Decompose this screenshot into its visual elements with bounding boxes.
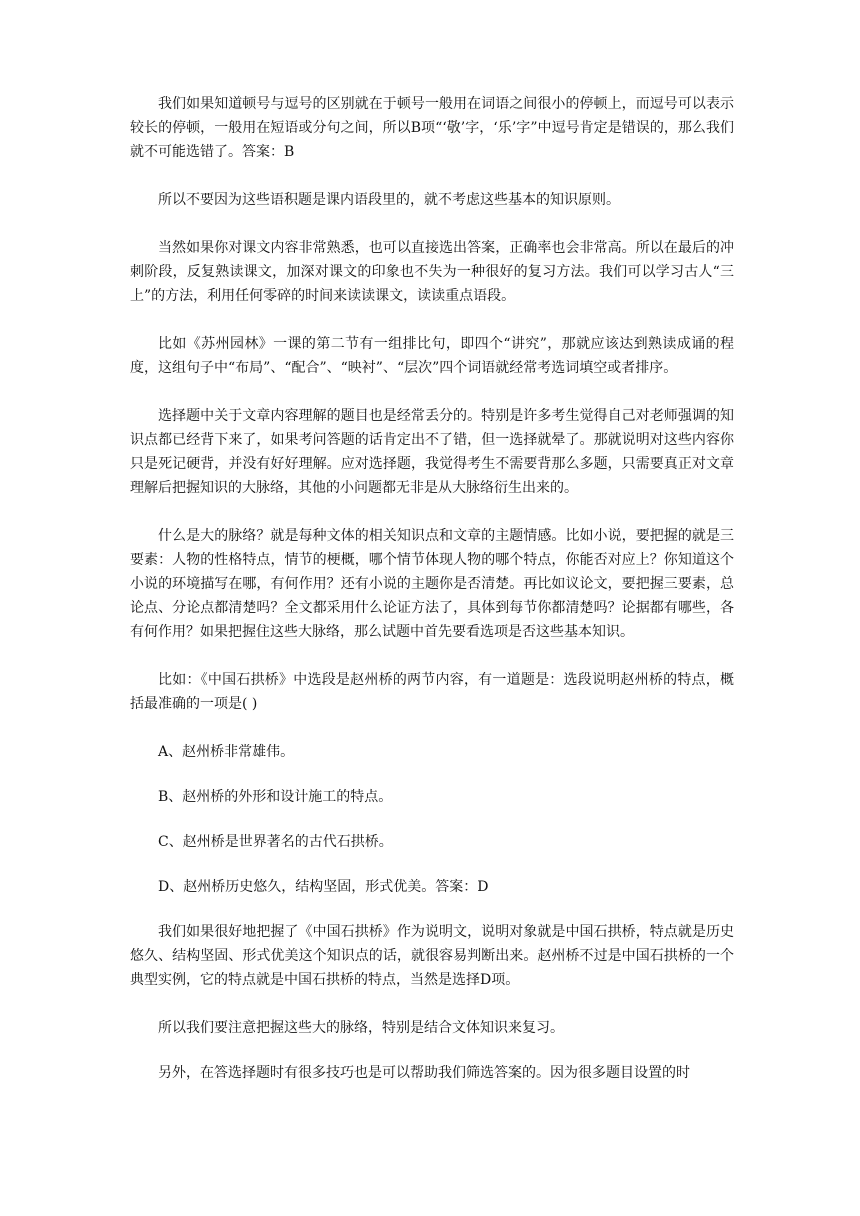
paragraph-main-threads: 什么是大的脉络？就是每种文体的相关知识点和文章的主题情感。比如小说，要把握的就是三要素：人物的性格特点，情节的梗概，哪个情节体现人物的哪个特点，你能否对应上？你知道这个小说的环境描写在哪，有何作用？还有小说的主题你是否清楚。再比如议论文，要把握三要素，总论点、分论点都清楚吗？全文都采用什么论证方法了，具体到每节你都清楚吗？论据都有哪些，各有何作用？如果把握住这些大脉络，那么试题中首先要看选项是否这些基本知识。 — [130, 528, 734, 640]
option-b: B、赵州桥的外形和设计施工的特点。 — [158, 789, 393, 805]
paragraph-example-question: 比如：《中国石拱桥》中选段是赵州桥的两节内容，有一道题是：选段说明赵州桥的特点，概括最准确的一项是( ) — [130, 672, 734, 712]
paragraph-familiar-text: 当然如果你对课文内容非常熟悉，也可以直接选出答案，正确率也会非常高。所以在最后的冲刺阶段，反复熟读课文，加深对课文的印象也不失为一种很好的复习方法。我们可以学习古人“三上”的方法，利用任何零碎的时间来读读课文，读读重点语段。 — [130, 240, 734, 304]
paragraph-techniques: 另外，在答选择题时有很多技巧也是可以帮助我们筛选答案的。因为很多题目设置的时 — [158, 1065, 690, 1081]
paragraph-explanation: 我们如果很好地把握了《中国石拱桥》作为说明文，说明对象就是中国石拱桥，特点就是历史悠久、结构坚固、形式优美这个知识点的话，就很容易判断出来。赵州桥不过是中国石拱桥的一个典型实例，它的特点就是中国石拱桥的特点，当然是选择D项。 — [130, 924, 734, 988]
document-body — [130, 92, 734, 1109]
paragraph-comprehension: 选择题中关于文章内容理解的题目也是经常丢分的。特别是许多考生觉得自己对老师强调的知识点都已经背下来了，如果考问答题的话肯定出不了错，但一选择就晕了。那就说明对这些内容你只是死记硬背，并没有好好理解。应对选择题，我觉得考生不需要背那么多题，只需要真正对文章理解后把握知识的大脉络，其他的小问题都无非是从大脉络衍生出来的。 — [130, 408, 734, 496]
paragraph-summary: 所以我们要注意把握这些大的脉络，特别是结合文体知识来复习。 — [158, 1020, 564, 1036]
option-a: A、赵州桥非常雄伟。 — [158, 744, 295, 760]
option-d-answer: D、赵州桥历史悠久，结构坚固，形式优美。答案：D — [158, 879, 489, 895]
option-c: C、赵州桥是世界著名的古代石拱桥。 — [158, 834, 393, 850]
paragraph-punctuation-answer: 我们如果知道顿号与逗号的区别就在于顿号一般用在词语之间很小的停顿上，而逗号可以表示较长的停顿，一般用在短语或分句之间，所以B项“‘敬’字，‘乐’字”中逗号肯定是错误的，那么我们就不可能选错了。答案：B — [130, 96, 734, 160]
paragraph-suzhou-gardens: 比如《苏州园林》一课的第二节有一组排比句，即四个“讲究”，那就应该达到熟读成诵的程度，这组句子中“布局”、“配合”、“映衬”、“层次”四个词语就经常考选词填空或者排序。 — [130, 336, 734, 376]
paragraph-basic-principles: 所以不要因为这些语积题是课内语段里的，就不考虑这些基本的知识原则。 — [158, 192, 620, 208]
